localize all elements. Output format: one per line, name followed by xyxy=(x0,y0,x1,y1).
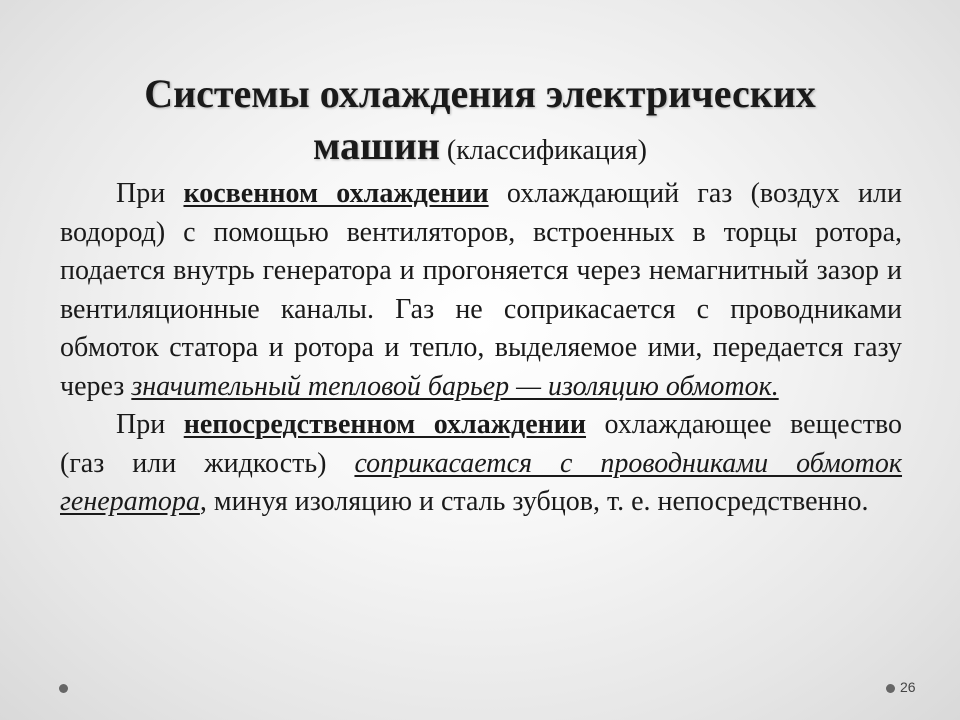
text-segment: При xyxy=(116,409,184,440)
title-line-1: Системы охлаждения электрических xyxy=(144,71,816,116)
text-segment: При xyxy=(116,178,184,209)
emphasis-thermal-barrier: значительный тепловой барьер — изоляцию обмоток. xyxy=(131,370,779,402)
text-segment: охлаждающий газ (воздух или водород) с помощью вентиляторов, встроенных в торцы ротора, подается внутрь генератора и прогоняется через немагнитный зазор и вентиляционные каналы. Газ не соприкасается с проводниками обмоток статора и ротора и тепло, выделяемое ими, передается газу через xyxy=(60,178,902,402)
text-segment: , минуя изоляцию и сталь зубцов, т. е. непосредственно. xyxy=(199,486,869,517)
footer-dot-left-icon xyxy=(59,684,68,693)
title-subtitle: (классификация) xyxy=(439,135,647,166)
term-indirect-cooling: косвенном охлаждении xyxy=(183,178,489,209)
footer-dot-right-icon xyxy=(886,684,895,693)
title-main-word: машин xyxy=(313,123,440,168)
paragraph-indirect-cooling xyxy=(60,175,902,406)
text-segment: охлаждающее вещество (газ или жидкость) xyxy=(60,409,902,479)
slide-body xyxy=(60,175,902,522)
emphasis-contact-conductors: соприкасается с проводниками обмоток генератора xyxy=(60,447,903,517)
title-line-2 xyxy=(60,120,900,177)
page-number: 26 xyxy=(900,679,916,695)
paragraph-direct-cooling xyxy=(60,406,902,522)
term-direct-cooling: непосредственном охлаждении xyxy=(183,409,587,440)
slide-title xyxy=(60,68,900,177)
